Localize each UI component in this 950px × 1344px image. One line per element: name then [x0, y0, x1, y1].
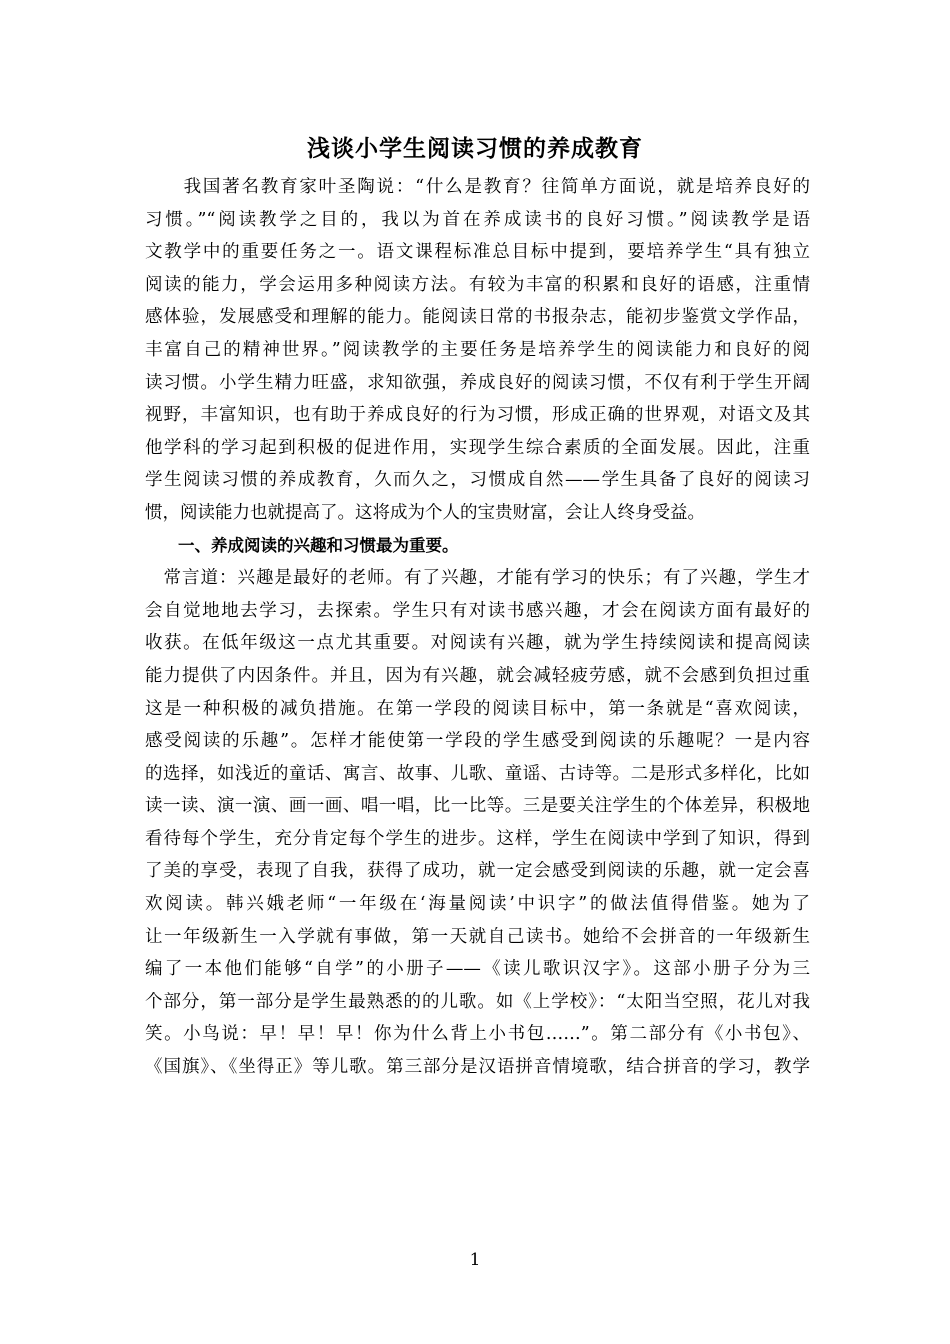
text-line: 常言道：兴趣是最好的老师。有了兴趣，才能有学习的快乐；有了兴趣，学生才	[145, 568, 810, 589]
text-line: 个部分，第一部分是学生最熟悉的的儿歌。如《上学校》：“太阳当空照，花儿对我	[145, 991, 810, 1012]
text-line: 丰富自己的精神世界。”阅读教学的主要任务是培养学生的阅读能力和良好的阅	[145, 339, 810, 360]
text-line: 会自觉地地去学习，去探索。学生只有对读书感兴趣，才会在阅读方面有最好的	[145, 600, 810, 621]
page-number: 1	[469, 1250, 481, 1270]
text-line: 能力提供了内因条件。并且，因为有兴趣，就会减轻疲劳感，就不会感到负担过重	[145, 665, 810, 686]
text-line: 学生阅读习惯的养成教育，久而久之，习惯成自然——学生具备了良好的阅读习	[145, 470, 810, 491]
section-heading: 一、养成阅读的兴趣和习惯最为重要。	[145, 535, 459, 555]
text-line: 欢阅读。韩兴娥老师“一年级在‘海量阅读’中识字”的做法值得借鉴。她为了	[145, 894, 810, 915]
text-line: 这是一种积极的减负措施。在第一学段的阅读目标中，第一条就是“喜欢阅读，	[145, 698, 810, 719]
text-line: 读习惯。小学生精力旺盛，求知欲强，养成良好的阅读习惯，不仅有利于学生开阔	[145, 372, 810, 393]
text-line: 我国著名教育家叶圣陶说：“什么是教育？往简单方面说，就是培养良好的	[145, 177, 810, 197]
text-line: 读一读、演一演、画一画、唱一唱，比一比等。三是要关注学生的个体差异，积极地	[145, 796, 810, 817]
text-line: 看待每个学生，充分肯定每个学生的进步。这样，学生在阅读中学到了知识，得到	[145, 828, 810, 849]
text-line: 感受阅读的乐趣”。怎样才能使第一学段的学生感受到阅读的乐趣呢？一是内容	[145, 731, 810, 752]
text-line: 惯，阅读能力也就提高了。这将成为个人的宝贵财富，会让人终身受益。	[145, 502, 705, 523]
text-line: 他学科的学习起到积极的促进作用，实现学生综合素质的全面发展。因此，注重	[145, 437, 810, 458]
text-line: 编了一本他们能够“自学”的小册子——《读儿歌识汉字》。这部小册子分为三	[145, 959, 810, 980]
text-line: 视野，丰富知识，也有助于养成良好的行为习惯，形成正确的世界观，对语文及其	[145, 405, 810, 426]
text-line: 《国旗》、《坐得正》等儿歌。第三部分是汉语拼音情境歌，结合拼音的学习，教学	[145, 1057, 810, 1078]
text-line: 习惯。”“阅读教学之目的，我以为首在养成读书的良好习惯。”阅读教学是语	[145, 209, 810, 230]
document-title: 浅谈小学生阅读习惯的养成教育	[307, 136, 643, 162]
text-line: 收获。在低年级这一点尤其重要。对阅读有兴趣，就为学生持续阅读和提高阅读	[145, 633, 810, 654]
text-line: 阅读的能力，学会运用多种阅读方法。有较为丰富的积累和良好的语感，注重情	[145, 274, 810, 295]
text-line: 感体验，发展感受和理解的能力。能阅读日常的书报杂志，能初步鉴赏文学作品，	[145, 307, 810, 328]
text-line: 笑。小鸟说：早！早！早！你为什么背上小书包……”。第二部分有《小书包》、	[145, 1024, 810, 1045]
text-line: 了美的享受，表现了自我，获得了成功，就一定会感受到阅读的乐趣，就一定会喜	[145, 861, 810, 882]
document-body	[145, 171, 810, 1084]
text-line: 文教学中的重要任务之一。语文课程标准总目标中提到，要培养学生“具有独立	[145, 242, 810, 263]
text-line: 的选择，如浅近的童话、寓言、故事、儿歌、童谣、古诗等。二是形式多样化，比如	[145, 763, 810, 784]
text-line: 让一年级新生一入学就有事做，第一天就自己读书。她给不会拼音的一年级新生	[145, 926, 810, 947]
